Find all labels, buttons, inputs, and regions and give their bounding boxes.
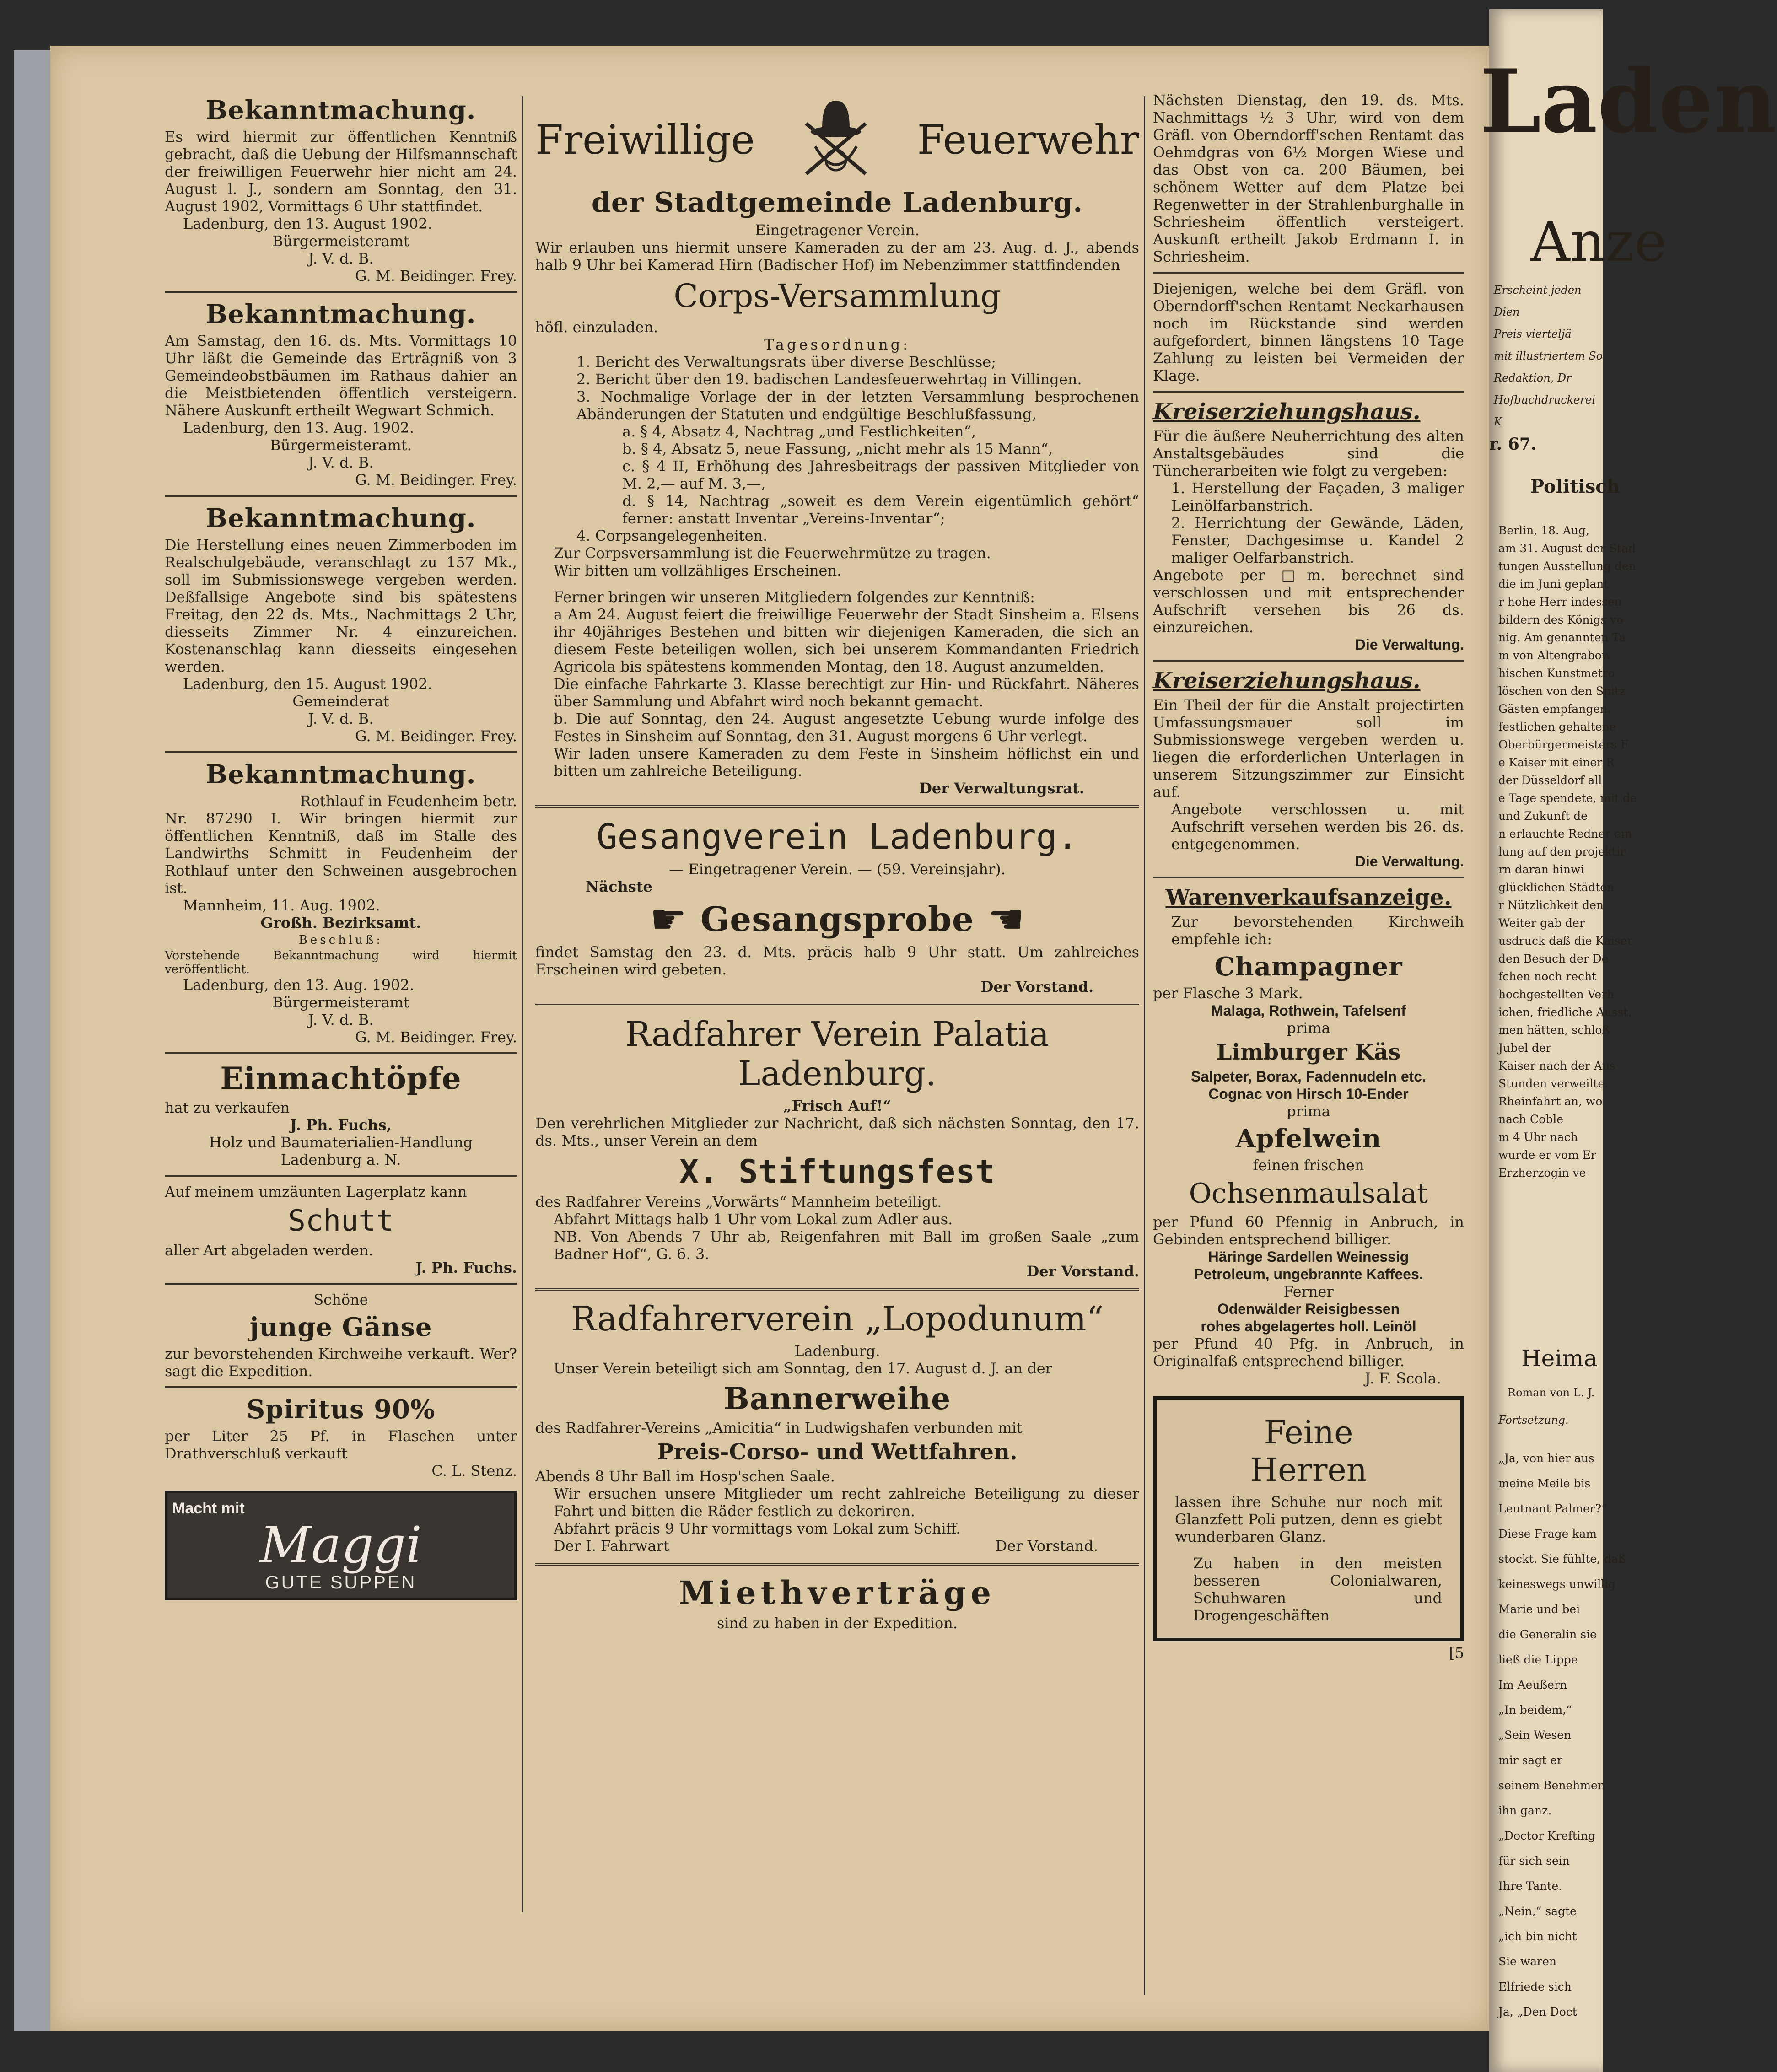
- rl-event: Bannerweihe: [723, 1381, 951, 1416]
- feuerwehr-subtitle: der Stadtgemeinde Ladenburg.: [591, 187, 1083, 219]
- text-line: ichen, friedliche Ausst.: [1498, 1006, 1632, 1019]
- gv-title: Gesangverein Ladenburg.: [596, 816, 1078, 857]
- k1-title: Kreiserziehungshaus.: [1153, 399, 1421, 425]
- notice-subject: Rothlauf in Feudenheim betr.: [300, 792, 517, 810]
- text-line: r Nützlichkeit den: [1498, 899, 1604, 912]
- text-line: Ja, „Den Doct: [1498, 2005, 1577, 2018]
- text-line: hochgestellten Verh: [1498, 988, 1615, 1001]
- ad-title: Einmachtöpfe: [220, 1060, 462, 1096]
- notice-signature: G. M. Beidinger. Frey.: [355, 267, 517, 285]
- notice-body: Es wird hiermit zur öffentlichen Kenntniß gebracht, daß die Uebung der Hilfsmannschaft der freiwilligen Feuerwehr hier nicht am 24. August l. J., sondern am Sonntag, den 31. August 1902, Vormittags 6 Uhr stattfindet.: [165, 128, 517, 215]
- k1-body: Angebote per □m. berechnet sind verschlossen und mit entsprechender Aufschrift versehen bis 26 ds. einzureichen.: [1153, 566, 1464, 636]
- notice-title: Bekanntmachung.: [205, 759, 476, 790]
- rl-event2: Preis-Corso- und Wettfahren.: [657, 1439, 1018, 1465]
- text-line: m 4 Uhr nach: [1498, 1130, 1578, 1144]
- text-line: e Kaiser mit einer R: [1498, 756, 1615, 769]
- notice-ivdv: J. V. d. B.: [308, 250, 374, 267]
- pointing-hand-right-icon: ☛: [650, 895, 687, 943]
- feine-herren-ad: [1153, 1396, 1464, 1641]
- feuerwehr-text: b. Die auf Sonntag, den 24. August angesetzte Uebung wurde infolge des Festes in Sinsheim auf Sonntag, den 31. August morgens 6 Uhr verlegt.: [554, 710, 1139, 745]
- notice-body: Am Samstag, den 16. ds. Mts. Vormittags 10 Uhr läßt die Gemeinde das Erträgniß von 3 Gemeindeobstbäumen im Rathaus dahier an die Meistbietenden öffentlich versteigern. Nähere Auskunft ertheilt Wegwart Schmich.: [165, 332, 517, 419]
- column-left: [165, 91, 517, 1600]
- k1-signature: Die Verwaltung.: [1355, 636, 1464, 653]
- text-line: am 31. August der Stad: [1498, 542, 1636, 555]
- feuerwehr-title-right: Feuerwehr: [917, 116, 1139, 163]
- agenda-item: b. § 4, Absatz 5, neue Fassung, „nicht mehr als 15 Mann“,: [622, 440, 1053, 457]
- k1-body: Für die äußere Neuherrichtung des alten Anstaltsgebäudes sind die Tüncherarbeiten wie folgt zu vergeben:: [1153, 427, 1464, 479]
- text-line: Stunden verweilte.: [1498, 1077, 1609, 1090]
- page-number: [5: [1449, 1644, 1464, 1662]
- text-line: rn daran hinwi: [1498, 863, 1584, 876]
- text-line: nig. Am genannten Ta: [1498, 631, 1626, 644]
- maggi-bottom: GUTE SUPPEN: [265, 1572, 417, 1593]
- ad-signature: J. Ph. Fuchs.: [415, 1259, 517, 1276]
- k2-body: Ein Theil der für die Anstalt projectirten Umfassungsmauer soll im Submissionswege vergeben werden u. liegen die erforderlichen Unterlagen in unserem Sitzungszimmer zur Einsicht auf.: [1153, 696, 1464, 801]
- ad-title: Schutt: [288, 1204, 394, 1238]
- rp-signature: Der Vorstand.: [1026, 1263, 1139, 1280]
- notice-place: Ladenburg, den 13. August 1902.: [183, 215, 432, 232]
- notice-office: Bürgermeisteramt: [272, 994, 409, 1011]
- wv-line: Odenwälder Reisigbessen: [1217, 1301, 1400, 1317]
- text-line: Im Aeußern: [1498, 1678, 1567, 1691]
- text-line: nach Coble: [1498, 1113, 1564, 1126]
- column-rule-2: [1144, 96, 1145, 1995]
- rl-body: Wir ersuchen unsere Mitglieder um recht zahlreiche Beteiligung zu dieser Fahrt und bitten die Räder festlich zu dekoriren.: [554, 1485, 1139, 1520]
- kreiserziehungshaus-1: [1153, 399, 1464, 653]
- palatia-ad: [535, 1015, 1139, 1280]
- notice-signature: G. M. Beidinger. Frey.: [355, 471, 517, 489]
- notice-body: Die Herstellung eines neuen Zimmerboden im Realschulgebäude, veranschlagt zu 157 Mk., soll im Submissionswege vergeben werden. Deßfallsige Angebote sind bis spätestens Freitag, den 22 ds. Mts., Nachmittags 2 Uhr, diesseits Zimmer Nr. 4 einzureichen. Kostenanschlag kann diesseits eingesehen werden.: [165, 536, 517, 675]
- agenda-item: 3. Nochmalige Vorlage der in der letzten Versammlung besprochenen Abänderungen der Statuten und endgültige Beschlußfassung,: [576, 388, 1139, 423]
- gv-event: Gesangsprobe: [700, 899, 974, 939]
- notice-signature: G. M. Beidinger. Frey.: [355, 727, 517, 745]
- notice-4: [165, 759, 517, 1046]
- text-line: hischen Kunstmetro: [1498, 667, 1615, 680]
- text-line: Leutnant Palmer?“: [1498, 1502, 1607, 1515]
- ad-signature: C. L. Stenz.: [431, 1462, 517, 1480]
- rp-motto: „Frisch Auf!“: [783, 1097, 891, 1114]
- text-line: „Sein Wesen: [1498, 1728, 1572, 1742]
- info-line: Erscheint jeden Dien: [1494, 284, 1582, 318]
- text-line: „ich bin nicht: [1498, 1930, 1577, 1943]
- fh-body: lassen ihre Schuhe nur noch mit Glanzfett Poli putzen, denn es giebt wunderbaren Glanz.: [1175, 1493, 1442, 1545]
- text-line: Ihre Tante.: [1498, 1879, 1562, 1893]
- text-line: men hätten, schloß: [1498, 1023, 1610, 1037]
- fh-title-2: Herren: [1250, 1451, 1367, 1489]
- text-line: Berlin, 18. Aug,: [1498, 524, 1589, 537]
- notice-place: Ladenburg, den 13. Aug. 1902.: [183, 976, 414, 994]
- feuilleton-author: Roman von L. J.: [1508, 1386, 1595, 1399]
- wv-signature: J. F. Scola.: [1365, 1370, 1441, 1387]
- gv-next: Nächste: [586, 878, 652, 895]
- info-line: Hofbuchdruckerei K: [1494, 393, 1595, 428]
- rl-town: Ladenburg.: [794, 1342, 880, 1360]
- text-line: meine Meile bis: [1498, 1477, 1591, 1490]
- info-line: Redaktion, Dr: [1494, 371, 1572, 384]
- ad-line: zur bevorstehenden Kirchweihe verkauft. Wer? sagt die Expedition.: [165, 1345, 517, 1380]
- gesangverein-ad: [535, 816, 1139, 996]
- notice-office: Bürgermeisteramt: [272, 232, 409, 250]
- wv-line: Malaga, Rothwein, Tafelsenf: [1211, 1002, 1406, 1019]
- notice-title: Bekanntmachung.: [205, 299, 476, 329]
- agenda-item: c. § 4 II, Erhöhung des Jahresbeitrags der passiven Mitglieder von M. 2,— auf M. 3,—,: [622, 457, 1139, 492]
- text-line: n erlauchte Redner ein: [1498, 827, 1632, 840]
- wv-ferner: Ferner: [1283, 1283, 1334, 1300]
- feuerwehr-text: Ferner bringen wir unseren Mitgliedern folgendes zur Kenntniß:: [554, 588, 1035, 606]
- text-line: fchen noch recht: [1498, 970, 1597, 983]
- notice-1: [165, 95, 517, 285]
- wv-line: Häringe Sardellen Weinessig: [1208, 1249, 1409, 1265]
- text-line: r hohe Herr indessen: [1498, 595, 1622, 608]
- rp-body: Abfahrt Mittags halb 1 Uhr vom Lokal zum Adler aus.: [554, 1211, 953, 1228]
- mv-body: sind zu haben in der Expedition.: [716, 1615, 958, 1632]
- info-line: mit illustriertem So: [1494, 350, 1603, 362]
- auction-notice: Nächsten Dienstag, den 19. ds. Mts. Nachmittags ½ 3 Uhr, wird von dem Gräfl. von Oberndorff'schen Rentamt das Oehmdgras von 6½ Morgen Wiese und das Obst von ca. 200 Bäumen, bei schönem Wetter auf dem Platze bei Regenwetter in der Strahlenburghalle in Schriesheim öffentlich versteigert. Auskunft ertheilt Jakob Erdmann I. in Schriesheim.: [1153, 91, 1464, 265]
- miethvertraege-ad: [535, 1574, 1139, 1632]
- text-line: Erzherzogin ve: [1498, 1166, 1586, 1179]
- text-line: die im Juni geplant: [1498, 577, 1609, 591]
- notice-resolution: Vorstehende Bekanntmachung wird hiermit veröffentlicht.: [165, 949, 517, 976]
- rl-body: Unser Verein beteiligt sich am Sonntag, den 17. August d. J. an der: [554, 1360, 1052, 1377]
- feuerwehr-title-left: Freiwillige: [535, 116, 755, 163]
- text-line: m von Altengrabow: [1498, 649, 1612, 662]
- column-middle: [535, 96, 1139, 1632]
- notice-ivdv: J. V. d. B.: [308, 454, 374, 471]
- feuerwehr-signature: Der Verwaltungsrat.: [919, 780, 1084, 797]
- notice-2: [165, 299, 517, 489]
- text-line: für sich sein: [1498, 1854, 1570, 1867]
- fire-helmet-icon: [797, 96, 875, 183]
- wv-line: rohes abgelagertes holl. Leinöl: [1201, 1318, 1416, 1335]
- text-line: Marie und bei: [1498, 1603, 1580, 1616]
- notice-resolution-label: Beschluß:: [298, 933, 383, 947]
- feuerwehr-text: Zur Corpsversammlung ist die Feuerwehrmütze zu tragen.: [554, 544, 991, 562]
- text-line: der Düsseldorf all: [1498, 774, 1602, 787]
- ad-title: Spiritus 90%: [246, 1394, 436, 1425]
- text-line: usdruck daß die Kaiser: [1498, 934, 1633, 947]
- wv-line: per Pfund 40 Pfg. in Anbruch, in Originalfaß entsprechend billiger.: [1153, 1335, 1464, 1370]
- rl-body: Abends 8 Uhr Ball im Hosp'schen Saale.: [535, 1468, 835, 1485]
- column-right: [1153, 91, 1464, 1662]
- ad-einmachtoepfe: [165, 1060, 517, 1168]
- text-line: seinem Benehmen: [1498, 1779, 1605, 1792]
- feuerwehr-text: Wir bitten um vollzähliges Erscheinen.: [554, 562, 842, 579]
- rp-body: Den verehrlichen Mitglieder zur Nachricht, daß sich nächsten Sonntag, den 17. ds. Mts., unser Verein an dem: [535, 1114, 1139, 1149]
- next-page-edge: [1480, 9, 1777, 2072]
- lopodunum-ad: [535, 1299, 1139, 1555]
- wv-line: per Flasche 3 Mark.: [1153, 985, 1303, 1002]
- masthead-sub: Anze: [1530, 210, 1667, 274]
- ad-line: aller Art abgeladen werden.: [165, 1242, 373, 1259]
- notice-place: Mannheim, 11. Aug. 1902.: [183, 897, 380, 914]
- rl-signature-left: Der I. Fahrwart: [554, 1537, 669, 1555]
- gv-body: findet Samstag den 23. d. Mts. präcis halb 9 Uhr statt. Um zahlreiches Erscheinen wird gebeten.: [535, 943, 1139, 978]
- text-line: Sie waren: [1498, 1955, 1557, 1968]
- ad-line: Ladenburg a. N.: [280, 1151, 401, 1168]
- section-title: Politisch: [1530, 476, 1620, 497]
- feuerwehr-intro: Wir erlauben uns hiermit unsere Kameraden zu der am 23. Aug. d. J., abends halb 9 Uhr bei Kamerad Hirn (Badischer Hof) im Nebenzimmer stattfindenden: [535, 239, 1139, 274]
- text-line: die Generalin sie: [1498, 1628, 1597, 1641]
- feuerwehr-text: a Am 24. August feiert die freiwillige Feuerwehr der Stadt Sinsheim a. Elsens ihr 40jähriges Bestehen und bitten wir diejenigen Kameraden, die sich an diesem Feste beteiligen wollen, sich bei unserem Kommandanten Friedrich Agricola bis spätestens kommenden Montag, den 18. August anzumelden.: [554, 606, 1139, 675]
- arrears-notice: Diejenigen, welche bei dem Gräfl. von Oberndorff'schen Rentamt Neckarhausen noch im Rückstande sind werden aufgefordert, binnen längstens 10 Tage Zahlung zu leisten bei Vermeiden der Klage.: [1153, 280, 1464, 384]
- article-text: [1498, 522, 1637, 1182]
- k1-item: 2. Herrichtung der Gewände, Läden, Fenster, Dachgesimse u. Kandel 2 maliger Oelfarbanstrich.: [1171, 514, 1464, 566]
- k2-signature: Die Verwaltung.: [1355, 853, 1464, 870]
- agenda-item: 1. Bericht des Verwaltungsrats über diverse Beschlüsse;: [576, 353, 996, 371]
- fh-title-1: Feine: [1264, 1414, 1353, 1451]
- rp-event: X. Stiftungsfest: [679, 1153, 996, 1190]
- text-line: mir sagt er: [1498, 1754, 1563, 1767]
- text-line: „Doctor Krefting: [1498, 1829, 1595, 1842]
- ad-line: Schöne: [313, 1291, 368, 1308]
- text-line: glücklichen Städten: [1498, 881, 1615, 894]
- notice-place: Ladenburg, den 13. Aug. 1902.: [183, 419, 414, 436]
- text-line: „Nein,“ sagte: [1498, 1905, 1577, 1918]
- notice-3: [165, 503, 517, 745]
- agenda-item: 2. Bericht über den 19. badischen Landesfeuerwehrtag in Villingen.: [576, 371, 1082, 388]
- text-line: bildern des Königs vo: [1498, 613, 1624, 626]
- rl-title: Radfahrerverein „Lopodunum“: [571, 1299, 1104, 1339]
- ad-line: Holz und Baumaterialien-Handlung: [209, 1134, 473, 1151]
- wv-apfelwein: Apfelwein: [1235, 1124, 1382, 1154]
- feuilleton-title: Heima: [1521, 1345, 1598, 1372]
- masthead: Laden: [1480, 50, 1777, 152]
- rp-body: NB. Von Abends 7 Uhr ab, Reigenfahren mit Ball im großen Saale „zum Badner Hof“, G. 6. 3.: [554, 1228, 1139, 1263]
- text-line: „Ja, von hier aus: [1498, 1452, 1594, 1465]
- warenverkauf-ad: [1153, 885, 1464, 1387]
- issue-number: r. 67.: [1489, 435, 1537, 454]
- notice-office: Gemeinderat: [292, 693, 389, 710]
- maggi-logo: Maggi: [259, 1516, 422, 1574]
- notice-title: Bekanntmachung.: [205, 95, 476, 125]
- wv-prima: prima: [1287, 1019, 1330, 1037]
- wv-intro: Zur bevorstehenden Kirchweih empfehle ich:: [1171, 913, 1464, 948]
- notice-signature: G. M. Beidinger. Frey.: [355, 1028, 517, 1046]
- text-line: Oberbürgermeisters F: [1498, 738, 1629, 751]
- notice-ivdv: J. V. d. B.: [308, 710, 374, 727]
- text-line: den Besuch der De: [1498, 952, 1609, 965]
- wv-kaes: Limburger Käs: [1216, 1039, 1401, 1065]
- k1-item: 1. Herstellung der Façaden, 3 maliger Leinölfarbanstrich.: [1171, 479, 1464, 514]
- wv-line: Salpeter, Borax, Fadennudeln etc.: [1191, 1068, 1426, 1085]
- feuerwehr-event: Corps-Versammlung: [673, 277, 1001, 315]
- mv-title: Miethverträge: [679, 1574, 996, 1612]
- wv-line: feinen frischen: [1253, 1157, 1364, 1174]
- text-line: Jubel der: [1498, 1041, 1551, 1055]
- feuerwehr-ev: Eingetragener Verein.: [755, 221, 920, 239]
- wv-champagner: Champagner: [1214, 952, 1403, 982]
- text-line: keineswegs unwillig: [1498, 1577, 1616, 1591]
- text-line: Diese Frage kam: [1498, 1527, 1597, 1540]
- pointing-hand-left-icon: ☚: [988, 895, 1025, 943]
- ad-line: per Liter 25 Pf. in Flaschen unter Drathverschluß verkauft: [165, 1427, 517, 1462]
- gv-signature: Der Vorstand.: [980, 978, 1093, 996]
- feuilleton-cont: Fortsetzung.: [1498, 1414, 1569, 1426]
- wv-line: Petroleum, ungebrannte Kaffees.: [1194, 1266, 1423, 1282]
- ad-gaense: [165, 1291, 517, 1380]
- text-line: stockt. Sie fühlte, daß: [1498, 1552, 1626, 1566]
- text-line: und Zukunft de: [1498, 809, 1588, 823]
- wv-prima: prima: [1287, 1103, 1330, 1120]
- wv-ochsenmaulsalat: Ochsenmaulsalat: [1189, 1178, 1428, 1210]
- text-line: Gästen empfangen.: [1498, 702, 1611, 716]
- text-line: Kaiser nach der Aus: [1498, 1059, 1615, 1072]
- text-line: ihn ganz.: [1498, 1804, 1552, 1817]
- ad-title: junge Gänse: [249, 1312, 432, 1342]
- wv-title: Warenverkaufsanzeige.: [1165, 885, 1452, 910]
- rl-body: Abfahrt präcis 9 Uhr vormittags vom Lokal zum Schiff.: [554, 1520, 961, 1537]
- wv-line: Cognac von Hirsch 10-Ender: [1208, 1086, 1409, 1102]
- text-line: ließ die Lippe: [1498, 1653, 1578, 1666]
- rp-title: Radfahrer Verein Palatia Ladenburg.: [625, 1015, 1050, 1093]
- text-line: festlichen gehaltene: [1498, 720, 1616, 733]
- rl-body: des Radfahrer-Vereins „Amicitia“ in Ludwigshafen verbunden mit: [535, 1419, 1023, 1437]
- agenda-item: a. § 4, Absatz 4, Nachtrag „und Festlichkeiten“,: [622, 423, 976, 440]
- fh-body: Zu haben in den meisten besseren Colonialwaren, Schuhwaren und Drogengeschäften: [1193, 1555, 1442, 1624]
- k2-title: Kreiserziehungshaus.: [1153, 668, 1421, 694]
- gv-subtitle: — Eingetragener Verein. — (59. Vereinsjahr).: [669, 861, 1006, 878]
- notice-place: Ladenburg, den 15. August 1902.: [183, 675, 432, 693]
- rp-body: des Radfahrer Vereins „Vorwärts“ Mannheim beteiligt.: [535, 1193, 942, 1211]
- text-line: „In beidem,“: [1498, 1703, 1572, 1717]
- maggi-ad: [165, 1491, 517, 1600]
- info-line: Preis vierteljä: [1494, 328, 1572, 340]
- ad-line: Auf meinem umzäunten Lagerplatz kann: [165, 1183, 467, 1200]
- column-rule-1: [522, 96, 523, 1912]
- notice-ivdv: J. V. d. B.: [308, 1011, 374, 1028]
- text-line: Rheinfahrt an, wo: [1498, 1095, 1603, 1108]
- notice-body: Nr. 87290 I. Wir bringen hiermit zur öffentlichen Kenntniß, daß im Stalle des Landwirths Schmitt in Feudenheim der Rothlauf unter den Schweinen ausgebrochen ist.: [165, 810, 517, 897]
- text-line: e Tage spendete, mit de: [1498, 791, 1637, 805]
- feuerwehr-text: Die einfache Fahrkarte 3. Klasse berechtigt zur Hin- und Rückfahrt. Näheres über Sammlung und Abfahrt wird noch bekannt gemacht.: [554, 675, 1139, 710]
- notice-office: Bürgermeisteramt.: [270, 436, 412, 454]
- text-line: löschen von den Spitz: [1498, 684, 1626, 698]
- ad-spiritus: [165, 1394, 517, 1480]
- text-line: wurde er vom Er: [1498, 1148, 1596, 1162]
- agenda-item: d. § 14, Nachtrag „soweit es dem Verein eigentümlich gehört“ ferner: anstatt Inventar „Vereins-Inventar“;: [622, 492, 1139, 527]
- ad-line: hat zu verkaufen: [165, 1099, 290, 1116]
- notice-office: Großh. Bezirksamt.: [260, 914, 421, 931]
- text-line: lung auf den projektir: [1498, 845, 1626, 858]
- k2-body: Angebote verschlossen u. mit Aufschrift versehen werden bis 26. ds. entgegenommen.: [1171, 801, 1464, 853]
- ad-name: J. Ph. Fuchs,: [290, 1116, 392, 1134]
- masthead-info: [1494, 279, 1604, 433]
- feuerwehr-ad: [535, 96, 1139, 797]
- feuerwehr-invite: höfl. einzuladen.: [535, 318, 658, 336]
- feuilleton-text: [1498, 1446, 1626, 2024]
- text-line: Elfriede sich: [1498, 1980, 1572, 1993]
- feuerwehr-text: Wir laden unsere Kameraden zu dem Feste in Sinsheim höflichst ein und bitten um zahlreiche Beteiligung.: [554, 745, 1139, 780]
- wv-line: per Pfund 60 Pfennig in Anbruch, in Gebinden entsprechend billiger.: [1153, 1213, 1464, 1248]
- rl-signature-right: Der Vorstand.: [995, 1537, 1098, 1555]
- notice-title: Bekanntmachung.: [205, 503, 476, 533]
- text-line: tungen Ausstellung den: [1498, 560, 1636, 573]
- kreiserziehungshaus-2: [1153, 668, 1464, 870]
- maggi-top: Macht mit: [172, 1500, 245, 1517]
- feuerwehr-agenda-title: Tagesordnung:: [764, 336, 910, 353]
- ad-schutt: [165, 1183, 517, 1276]
- text-line: Weiter gab der: [1498, 916, 1585, 930]
- agenda-item: 4. Corpsangelegenheiten.: [576, 527, 768, 544]
